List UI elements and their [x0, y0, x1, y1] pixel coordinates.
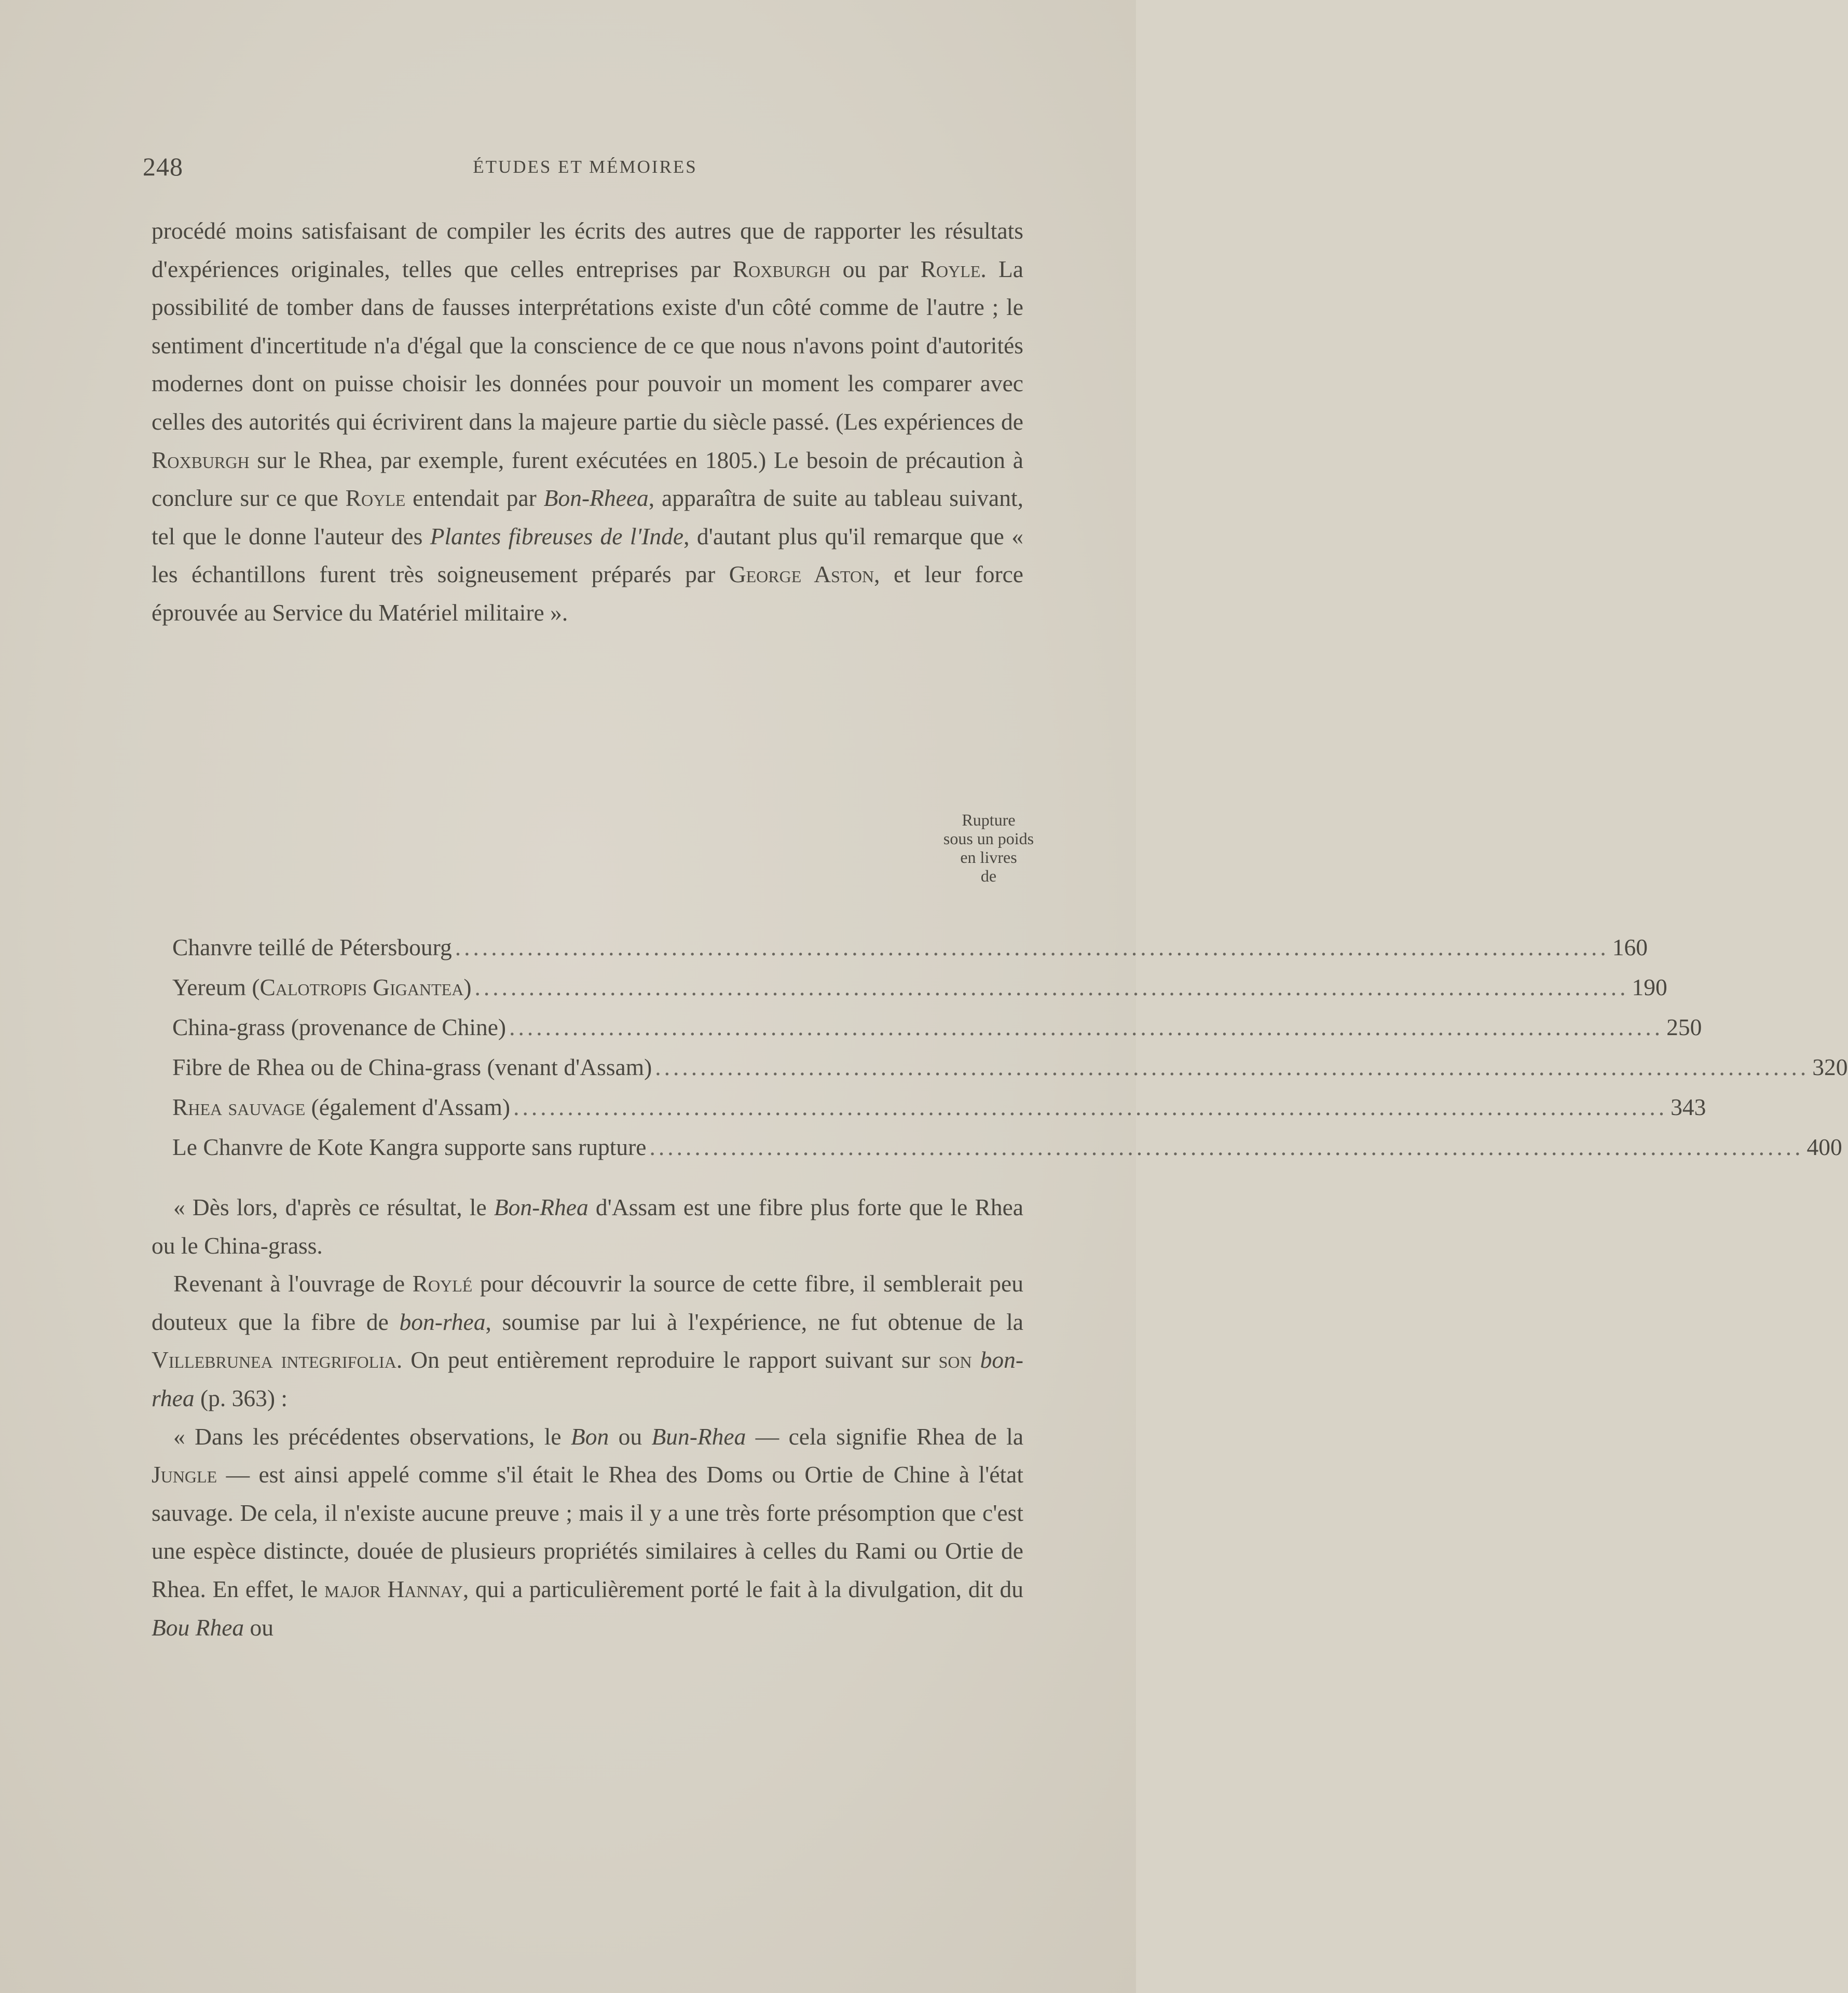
page-number: 248 [143, 152, 183, 181]
emphasis-word: son [938, 1346, 972, 1373]
paragraph-3 [152, 1264, 1023, 1417]
label-text: ) [463, 974, 472, 1000]
text-run: , apparaîtra de suite au tableau suivant, tel que le donne l'auteur des [152, 485, 1024, 549]
text-run: ou par [830, 255, 921, 282]
table-row [172, 1087, 1706, 1127]
label-text: China-grass (provenance de Chine) [172, 1014, 507, 1040]
row-label [172, 1007, 506, 1047]
italic-term: Bou Rhea [152, 1614, 244, 1641]
italic-term: Bon-Rheea [543, 485, 649, 512]
row-label [172, 1127, 647, 1167]
author-name: Roxburgh [152, 446, 250, 473]
label-text: Fibre de Rhea ou de China-grass (venant d'Assam) [172, 1054, 652, 1080]
row-value: 250 [1666, 1014, 1702, 1040]
row-value: 320 [1812, 1054, 1848, 1080]
text-run: , soumise par lui à l'expérience, ne fut obtenue de la [485, 1308, 1023, 1335]
paragraph-text [152, 212, 1023, 632]
text-run: Revenant à l'ouvrage de [173, 1270, 413, 1297]
dot-leader: ................................................................................................................................ [509, 1014, 1664, 1040]
row-value: 160 [1612, 934, 1648, 960]
book-title: Plantes fibreuses de l'Inde [430, 523, 684, 549]
author-name: Roxburgh [732, 255, 831, 282]
row-label [172, 967, 471, 1007]
text-run: , qui a particulièrement porté le fait à la divulgation, dit du [462, 1575, 1024, 1602]
dot-leader: ................................................................................................................................ [655, 1054, 1810, 1080]
paragraph-2 [152, 1188, 1023, 1264]
italic-term: Bon [570, 1423, 609, 1450]
table-row [172, 1127, 1842, 1167]
label-text: Yereum ( [172, 974, 260, 1000]
text-run: , d'autant plus qu'il remarque que « les échantillons furent très soigneusement préparés par [152, 523, 1023, 588]
table-row [172, 1007, 1702, 1047]
row-label [172, 927, 452, 967]
running-head: ÉTUDES ET MÉMOIRES [473, 157, 697, 177]
label-text: Le Chanvre de Kote Kangra supporte sans rupture [172, 1134, 647, 1160]
author-name: Roylé [412, 1270, 473, 1297]
text-run: (p. 363) : [194, 1384, 288, 1411]
label-text: Chanvre teillé de Pétersbourg [172, 934, 452, 960]
text-run: ou [609, 1423, 652, 1450]
text-run: . On peut entièrement reproduire le rapport suivant sur [396, 1346, 939, 1373]
paragraph-1 [152, 212, 1023, 632]
text-run: procédé moins satisfaisant de compiler les écrits des autres que de rapporter les résultats d'expériences originales, telles que celles entreprises par [152, 217, 1023, 282]
text-run: — cela signifie Rhea de la [746, 1423, 1024, 1450]
text-run: — est ainsi appelé comme s'il était le Rhea des Doms ou Ortie de Chine à l'état sauvage. De cela, il n'existe aucune preuve ; mais il y a une très forte présomption que c'est une espèce distincte, douée de plusieurs propriétés similaires à celles du Rami ou Ortie de Rhea. En effet, le [152, 1461, 1023, 1602]
text-run: ou [244, 1614, 274, 1641]
text-run: sur le Rhea, par exemple, furent exécutées en 1805.) Le besoin de précaution à conclure sur ce que [152, 446, 1023, 512]
table-row [172, 927, 1648, 967]
text-run [972, 1346, 980, 1373]
table-row [172, 1047, 1848, 1087]
row-value: 190 [1632, 974, 1667, 1000]
note-line: en livres [960, 848, 1017, 867]
dot-leader: ................................................................................................................................ [455, 934, 1609, 960]
fibre-strength-table [172, 927, 1848, 1167]
text-run: « Dans les précédentes observations, le [173, 1423, 571, 1450]
text-run: pour découvrir la source de cette fibre, il semblerait peu douteux que la fibre de [152, 1270, 1023, 1335]
text-run: d'Assam est une fibre plus forte que le Rhea ou le China-grass. [152, 1194, 1023, 1259]
species-name: Villebrunea integrifolia [152, 1346, 396, 1373]
dot-leader: ................................................................................................................................ [474, 974, 1629, 1000]
paragraph-4 [152, 1418, 1023, 1647]
note-line: de [980, 867, 997, 885]
note-line: sous un poids [943, 829, 1034, 848]
row-value: 343 [1671, 1094, 1706, 1120]
text-run: . La possibilité de tomber dans de fausses interprétations existe d'un côté comme de l'autre ; le sentiment d'incertitude n'a d'égal que la conscience de ce que nous n'avons point d'autorités modernes dont on puisse choisir les données pour pouvoir un moment les comparer avec celles des autorités qui écrivirent dans la majeure partie du siècle passé. (Les expériences de [152, 255, 1023, 435]
text-run: « Dès lors, d'après ce résultat, le [173, 1194, 494, 1220]
text-after-table [152, 1188, 1023, 1646]
author-name: George Aston [729, 561, 874, 588]
dot-leader: ................................................................................................................................ [649, 1134, 1804, 1160]
italic-term: bon-rhea [399, 1308, 486, 1335]
italic-term: Bon-Rhea [494, 1194, 588, 1220]
species-name: Calotropis Gigantea [259, 974, 464, 1000]
italic-term: Bun-Rhea [651, 1423, 746, 1450]
row-label [172, 1087, 510, 1127]
emphasis-word: Jungle [152, 1461, 217, 1488]
table-row [172, 967, 1667, 1007]
italic-term: bon-rhea [152, 1346, 1024, 1411]
table-column-note [924, 810, 1053, 885]
dot-leader: ................................................................................................................................ [513, 1094, 1668, 1120]
row-value: 400 [1806, 1134, 1842, 1160]
species-name: Rhea sauvage [172, 1094, 306, 1120]
text-run: entendait par [405, 485, 544, 512]
label-text: (également d'Assam) [305, 1094, 511, 1120]
note-line: Rupture [962, 810, 1016, 829]
author-name: Royle [345, 485, 406, 512]
text-run: , et leur force éprouvée au Service du Matériel militaire ». [152, 561, 1023, 626]
author-name: Royle [920, 255, 981, 282]
row-label [172, 1047, 652, 1087]
page-header [143, 152, 1028, 183]
author-name: major Hannay [324, 1575, 463, 1602]
